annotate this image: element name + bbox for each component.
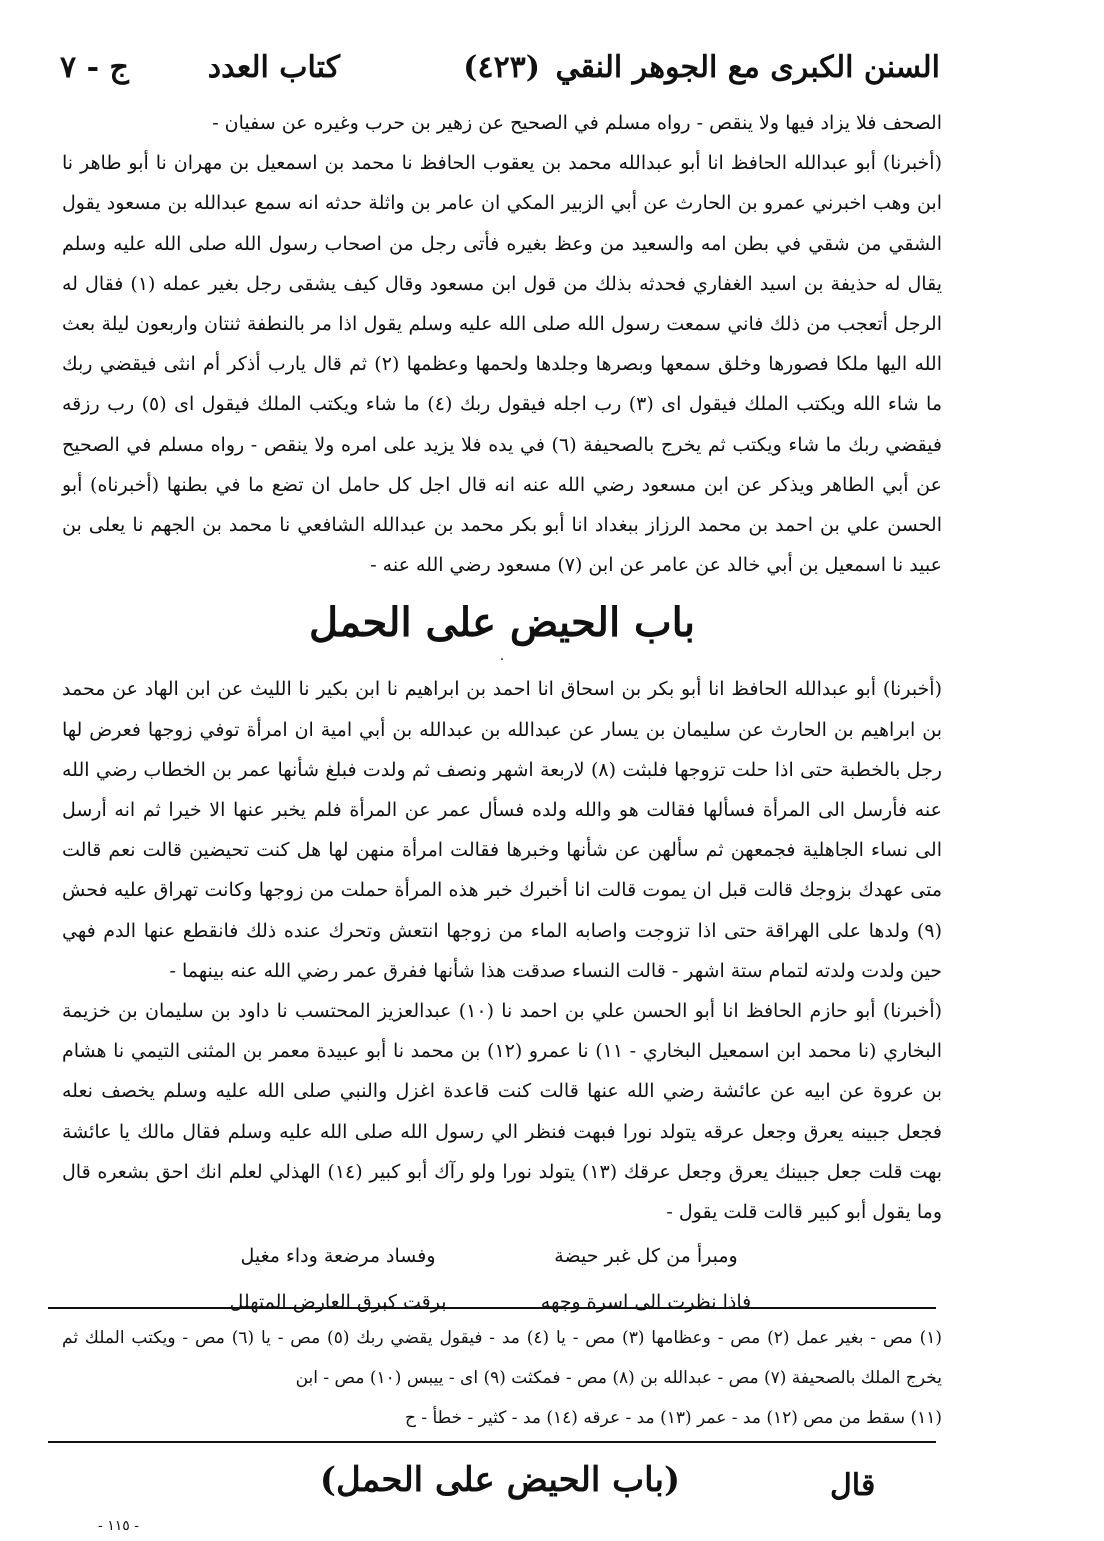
page-number: (٤٢٣) — [463, 50, 540, 85]
separator-dot: · — [499, 652, 505, 669]
main-text — [62, 103, 942, 1322]
volume-number: ج - ٧ — [60, 50, 129, 85]
footnote-line: (١١) سقط من مص (١٢) مد - عمر (١٣) مد - عرقه (١٤) مد - كثير - خطأ - ح — [404, 1408, 942, 1428]
poem-hemistich: وفساد مرضعة وداء مغيل — [240, 1245, 436, 1268]
sheet-code: - ١١٥ - — [98, 1518, 139, 1534]
footnote-divider — [48, 1307, 936, 1309]
running-title: السنن الكبرى مع الجوهر النقي — [555, 50, 940, 85]
poem-verse — [212, 1282, 772, 1322]
catchword: قال — [830, 1468, 876, 1503]
book-name: كتاب العدد — [207, 50, 340, 85]
paragraph: (أخبرنا) أبو حازم الحافظ انا أبو الحسن علي بن احمد نا (١٠) عبدالعزيز المحتسب نا داود بن سليمان بن خزيمة البخاري (نا محمد ابن اسمعيل البخاري - ١١) نا عمرو (١٢) بن محمد نا أبو عبيدة معمر بن المثنى التيمي نا هشام بن عروة عن ابيه عن عائشة رضي الله عنها قالت كنت قاعدة اغزل والنبي صلى الله عليه وسلم يخصف نعله فجعل جبينه يعرق وجعل عرقه يتولد نورا فبهت فنظر الي رسول الله صلى الله عليه وسلم فقال مالك يا عائشة بهت قلت جعل جبينك يعرق وجعل عرقك (١٣) يتولد نورا ولو رآك أبو كبير (١٤) الهذلي لعلم انك احق بشعره قال وما يقول أبو كبير قالت قلت يقول - — [62, 1000, 943, 1224]
section-title: باب الحيض على الحمل — [309, 599, 695, 647]
paragraph: (أخبرنا) أبو عبدالله الحافظ انا أبو عبدالله محمد بن يعقوب الحافظ نا محمد بن اسمعيل بن مهران نا أبو طاهر نا ابن وهب اخبرني عمرو بن الحارث عن أبي الزبير المكي ان عامر بن واثلة حدثه انه سمع عبدالله بن مسعود يقول الشقي من شقي في بطن امه والسعيد من وعظ بغيره فأتى رجل من اصحاب رسول الله صلى الله عليه وسلم يقال له حذيفة بن اسيد الغفاري فحدثه بذلك من قول ابن مسعود وقال كيف يشقى رجل بغير عمله (١) فقال له الرجل أتعجب من ذلك فاني سمعت رسول الله صلى الله عليه وسلم يقول اذا مر بالنطفة ثنتان واربعون ليلة بعث الله اليها ملكا فصورها وخلق سمعها وبصرها وجلدها ولحمها وعظمها (٢) ثم قال يارب أذكر أم انثى فيقضي ربك ما شاء الله ويكتب الملك فيقول اى (٣) رب اجله فيقول ربك (٤) ما شاء ويكتب الملك فيقول اى (٥) رب رزقه فيقضي ربك ما شاء ويكتب ثم يخرج بالصحيفة (٦) في يده فلا يزيد على امره ولا ينقص - رواه مسلم في الصحيح عن أبي الطاهر ويذكر عن ابن مسعود رضي الله عنه انه قال اجل كل حامل ان تضع ما في بطنها (أخبرناه) أبو الحسن علي بن احمد بن محمد الرزاز ببغداد انا أبو بكر محمد بن عبدالله الشافعي نا محمد بن الجهم نا يعلى بن عبيد نا اسمعيل بن أبي خالد عن عامر عن ابن (٧) مسعود رضي الله عنه - — [62, 152, 943, 577]
footer-divider — [48, 1441, 936, 1443]
poem — [62, 1236, 942, 1322]
poem-hemistich: برقت كبرق العارض المتهلل — [229, 1291, 447, 1314]
paragraph: الصحف فلا يزاد فيها ولا ينقص - رواه مسلم في الصحيح عن زهير بن حرب وغيره عن سفيان - — [212, 112, 942, 134]
footer-running-title: (باب الحيض على الحمل) — [319, 1460, 681, 1500]
poem-hemistich: فاذا نظرت الى اسرة وجهه — [540, 1291, 752, 1314]
footnotes — [62, 1318, 942, 1438]
poem-hemistich: ومبرأ من كل غبر حيضة — [554, 1245, 738, 1268]
footnote-line: (١) مص - بغير عمل (٢) مص - وعظامها (٣) مص - يا (٤) مد - فيقول يقضي ربك (٥) مص - يا (٦) مص - ويكتب الملك ثم يخرج الملك بالصحيفة (٧) مص - عبدالله بن (٨) مص - فمكثت (٩) اى - ييبس (١٠) مص - ابن — [62, 1328, 943, 1388]
page-header — [60, 50, 940, 100]
paragraph: (أخبرنا) أبو عبدالله الحافظ انا أبو بكر بن اسحاق انا احمد بن ابراهيم نا ابن بكير نا الليث عن ابن الهاد عن محمد بن ابراهيم بن الحارث عن سليمان بن يسار عن عبدالله بن عبدالله بن أبي امية ان امرأة توفي زوجها فعرض لها رجل بالخطبة حتى اذا حلت تزوجها فلبثت (٨) لاربعة اشهر ونصف ثم ولدت فبلغ شأنها عمر بن الخطاب رضي الله عنه فأرسل الى المرأة فسألها فقالت هو والله ولده فسأل عمر عن المرأة فلم يخبر عنها الا خيرا ثم انه أرسل الى نساء الجاهلية فجمعهن ثم سألهن عن شأنها وخبرها فقالت امرأة منهن لها هل كنت تحيضين قالت نعم قالت متى عهدك بزوجك قالت قبل ان يموت قالت انا أخبرك خبر هذه المرأة حملت من زوجها وكانت تهراق عليه فحش (٩) ولدها على الهراقة حتى اذا تزوجت واصابه الماء من زوجها انتعش وتحرك عنده ذلك فانقطع عنها الدم فهي حين ولدت ولدته لتمام ستة اشهر - قالت النساء صدقت هذا شأنها ففرق عمر رضي الله عنه بينهما - — [62, 678, 942, 982]
poem-verse — [212, 1236, 772, 1276]
